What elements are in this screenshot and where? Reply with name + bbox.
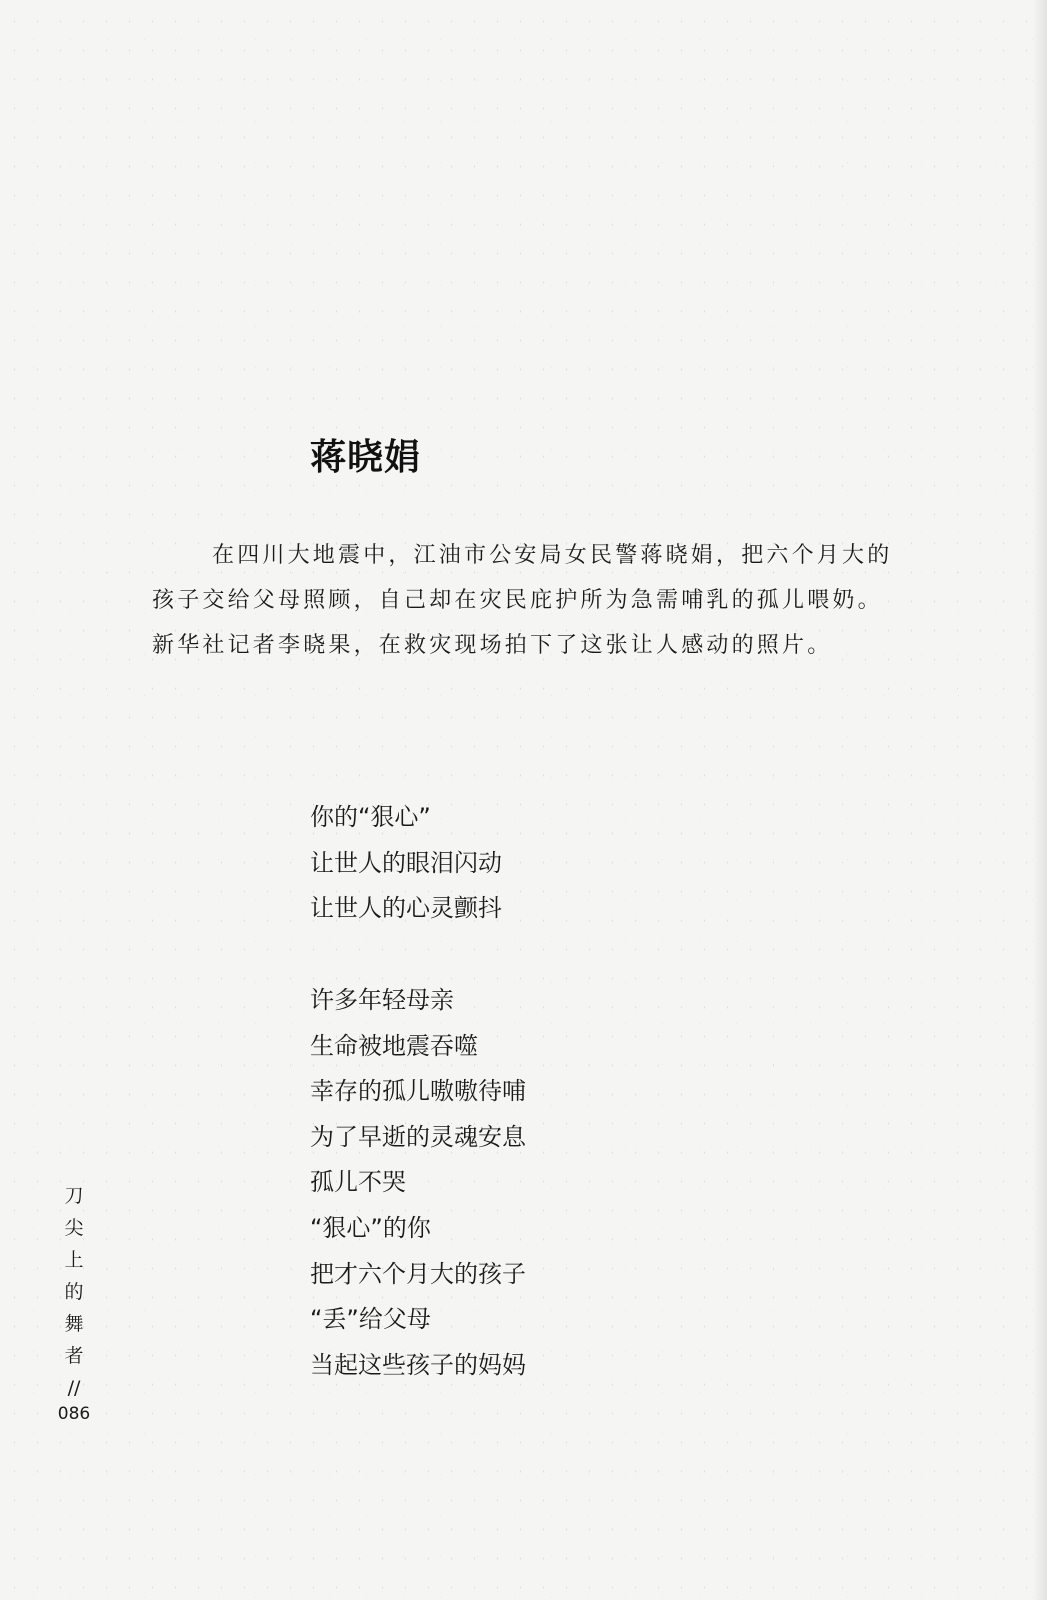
intro-line-3: 新华社记者李晓果，在救灾现场拍下了这张让人感动的照片。: [152, 633, 833, 658]
poem-line: 让世人的心灵颤抖: [310, 894, 502, 923]
page-edge-shadow: [1033, 0, 1047, 1600]
poem-line: 为了早逝的灵魂安息: [310, 1122, 526, 1151]
poem-stanza-1: [310, 795, 502, 932]
intro-paragraph: [152, 533, 942, 668]
book-title-char: 的: [64, 1281, 84, 1303]
book-title-char: 尖: [64, 1217, 84, 1239]
poem-line: 孤儿不哭: [310, 1168, 406, 1197]
poem-line: 把才六个月大的孩子: [310, 1259, 526, 1288]
poem-line: 当起这些孩子的妈妈: [310, 1350, 526, 1379]
book-title-char: 刀: [64, 1185, 84, 1207]
intro-line-1: 在四川大地震中，江油市公安局女民警蒋晓娟，把六个月大的: [212, 543, 893, 568]
poem-line: 生命被地震吞噬: [310, 1031, 478, 1060]
page-number: 086: [57, 1404, 91, 1424]
poem-line: “丢”给父母: [310, 1305, 431, 1334]
book-title-char: 者: [64, 1345, 84, 1367]
poem-stanza-2: [310, 978, 526, 1388]
poem-line: 许多年轻母亲: [310, 986, 454, 1014]
poem-line: 你的“狠心”: [310, 803, 431, 831]
intro-line-2: 孩子交给父母照顾，自己却在灾民庇护所为急需哺乳的孤儿喂奶。: [152, 588, 883, 613]
poem-line: 幸存的孤儿嗷嗷待哺: [310, 1077, 526, 1106]
chapter-title: 蒋晓娟: [310, 436, 422, 478]
book-title-char: 舞: [64, 1313, 84, 1335]
poem-line: 让世人的眼泪闪动: [310, 848, 502, 877]
running-book-title: [62, 1180, 86, 1404]
book-title-char: 上: [64, 1249, 84, 1271]
book-title-separator: //: [67, 1377, 81, 1399]
poem-line: “狠心”的你: [310, 1213, 431, 1242]
